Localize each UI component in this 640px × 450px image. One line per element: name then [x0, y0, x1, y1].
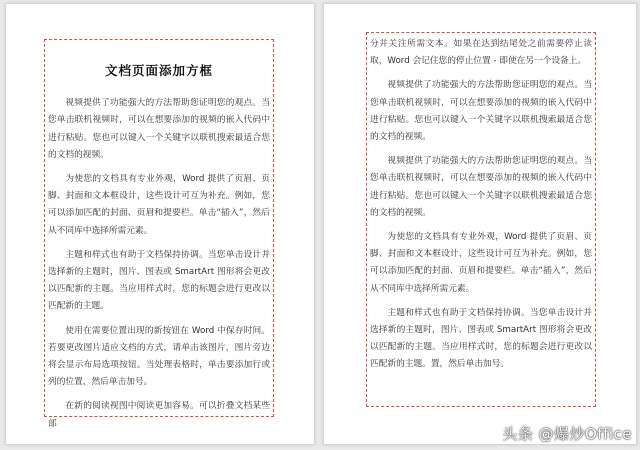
body-paragraph: 为使您的文档具有专业外观，Word 提供了页眉、页脚、封面和文本框设计，这些设计可互为补充。例如，您可以添加匹配的封面、页眉和提要栏。单击“插入”，然后从不同库中选择所需元素。: [370, 232, 592, 294]
body-paragraph: 视频提供了功能强大的方法帮助您证明您的观点。当您单击联机视频时，可以在想要添加的视频的嵌入代码中进行粘贴。您也可以键入一个关键字以联机搜索最适合您的文档的视频。: [48, 98, 270, 160]
document-page-left: [5, 3, 315, 445]
page-border-frame: [44, 39, 274, 429]
body-paragraph: 视频提供了功能强大的方法帮助您证明您的观点。当您单击联机视频时，可以在想要添加的视频的嵌入代码中进行粘贴。您也可以键入一个关键字以联机搜索最适合您的文档的视频。: [370, 80, 592, 143]
body-paragraph: 主题和样式也有助于文档保持协调。当您单击设计并选择新的主题时，图片、图表或 SmartArt 图形将会更改以匹配新的主题。当应用样式时，您的标题会进行更改以匹配新的主题。置，然后单击加号。: [370, 307, 592, 370]
continued-paragraph: 分并关注所需文本。如果在达到结尾处之前需要停止读取，Word 会记住您的停止位置 - 即使在另一个设备上。: [370, 39, 592, 67]
body-paragraph: 视频提供了功能强大的方法帮助您证明您的观点。当您单击联机视频时，可以在想要添加的视频的嵌入代码中进行粘贴。您也可以键入一个关键字以联机搜索最适合您的文档的视频。: [370, 156, 592, 218]
page-border-frame: [366, 32, 596, 407]
body-paragraph: 使用在需要位置出现的新按钮在 Word 中保存时间。若要更改图片适应文档的方式，请单击该图片，图片旁边将会显示布局选项按钮。当处理表格时，单击要添加行或列的位置，然后单击加号。: [48, 325, 270, 388]
document-title: 文档页面添加方框: [104, 63, 213, 78]
body-paragraph: 主题和样式也有助于文档保持协调。当您单击设计并选择新的主题时，图片、图表或 SmartArt 图形将会更改以匹配新的主题。当应用样式时，您的标题会进行更改以匹配新的主题。: [48, 249, 270, 312]
body-paragraph: 在新的阅读视图中阅读更加容易。可以折叠文档某些部: [48, 401, 270, 429]
watermark-text: 头条 @爆炒Office: [502, 425, 632, 443]
document-page-right: [323, 3, 637, 445]
body-paragraph: 为使您的文档具有专业外观，Word 提供了页眉、页脚、封面和文本框设计，这些设计可互为补充。例如，您可以添加匹配的封面、页眉和提要栏。单击“插入”，然后从不同库中选择所需元素。: [48, 174, 270, 236]
